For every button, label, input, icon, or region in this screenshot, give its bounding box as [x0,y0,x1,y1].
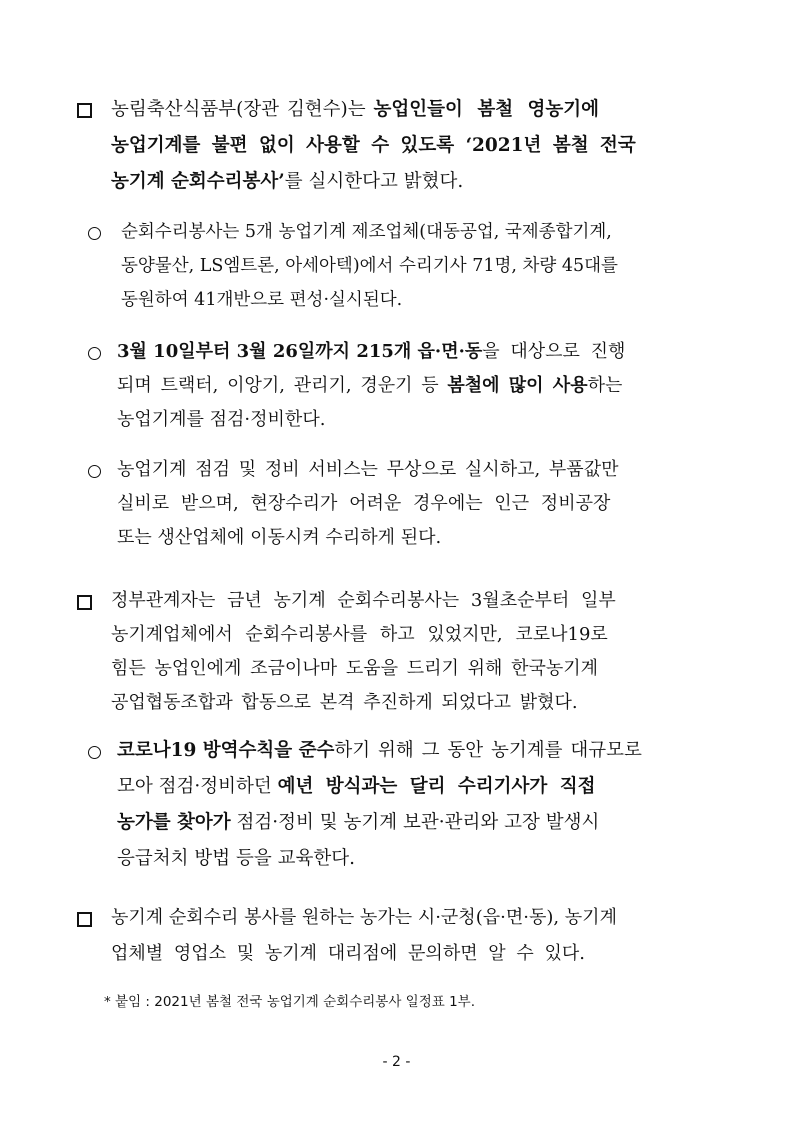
s2-line-3: 힘든 농업인에게 조금이나마 도움을 드리기 위해 한국농기계 [111,658,599,679]
s2-line-4: 공업협동조합과 합동으로 본격 추진하게 되었다고 밝혔다. [111,692,578,713]
circle-bullet-icon [88,465,101,478]
s2-line-2: 농기계업체에서 순회수리봉사를 하고 있었지만, 코로나19로 [111,624,608,645]
s1-line-1: 농림축산식품부(장관 김현수)는 농업인들이 봄철 영농기에 [111,99,599,120]
square-bullet-icon [77,103,92,118]
c2-line-1: 3월 10일부터 3월 26일까지 215개 읍·면·동을 대상으로 진행 [117,341,626,362]
s1-line-3: 농기계 순회수리봉사’를 실시한다고 밝혔다. [111,171,464,192]
c3-line-1: 농업기계 점검 및 정비 서비스는 무상으로 실시하고, 부품값만 [117,459,619,480]
c4-line-2: 모아 점검·정비하던 예년 방식과는 달리 수리기사가 직접 [117,776,596,797]
s3-line-2: 업체별 영업소 및 농기계 대리점에 문의하면 알 수 있다. [111,943,586,964]
c4-line-3: 농가를 찾아가 점검·정비 및 농기계 보관·관리와 고장 발생시 [117,812,600,833]
c1-line-1: 순회수리봉사는 5개 농업기계 제조업체(대동공업, 국제종합기계, [121,222,612,242]
s1-line-2: 농업기계를 불편 없이 사용할 수 있도록 ‘2021년 봄철 전국 [111,135,636,156]
c3-line-2: 실비로 받으며, 현장수리가 어려운 경우에는 인근 정비공장 [117,493,611,514]
c2-line-2: 되며 트랙터, 이앙기, 관리기, 경운기 등 봄철에 많이 사용하는 [117,375,623,396]
square-bullet-icon [77,912,92,927]
c2-line-3: 농업기계를 점검·정비한다. [117,409,326,430]
c1-line-3: 동원하여 41개반으로 편성·실시된다. [121,290,403,310]
s2-line-1: 정부관계자는 금년 농기계 순회수리봉사는 3월초순부터 일부 [111,590,616,611]
attachment-note: * 붙임 : 2021년 봄철 전국 농업기계 순회수리봉사 일정표 1부. [104,994,476,1010]
c4-line-4: 응급처치 방법 등을 교육한다. [117,848,355,869]
c1-line-2: 동양물산, LS엠트론, 아세아텍)에서 수리기사 71명, 차량 45대를 [121,256,618,276]
square-bullet-icon [77,595,92,610]
page-number: - 2 - [382,1054,411,1070]
c4-line-1: 코로나19 방역수칙을 준수하기 위해 그 동안 농기계를 대규모로 [117,740,642,761]
s3-line-1: 농기계 순회수리 봉사를 원하는 농가는 시·군청(읍·면·동), 농기계 [111,907,617,928]
circle-bullet-icon [88,746,101,759]
circle-bullet-icon [88,227,101,240]
circle-bullet-icon [88,347,101,360]
c3-line-3: 또는 생산업체에 이동시켜 수리하게 된다. [117,527,442,548]
